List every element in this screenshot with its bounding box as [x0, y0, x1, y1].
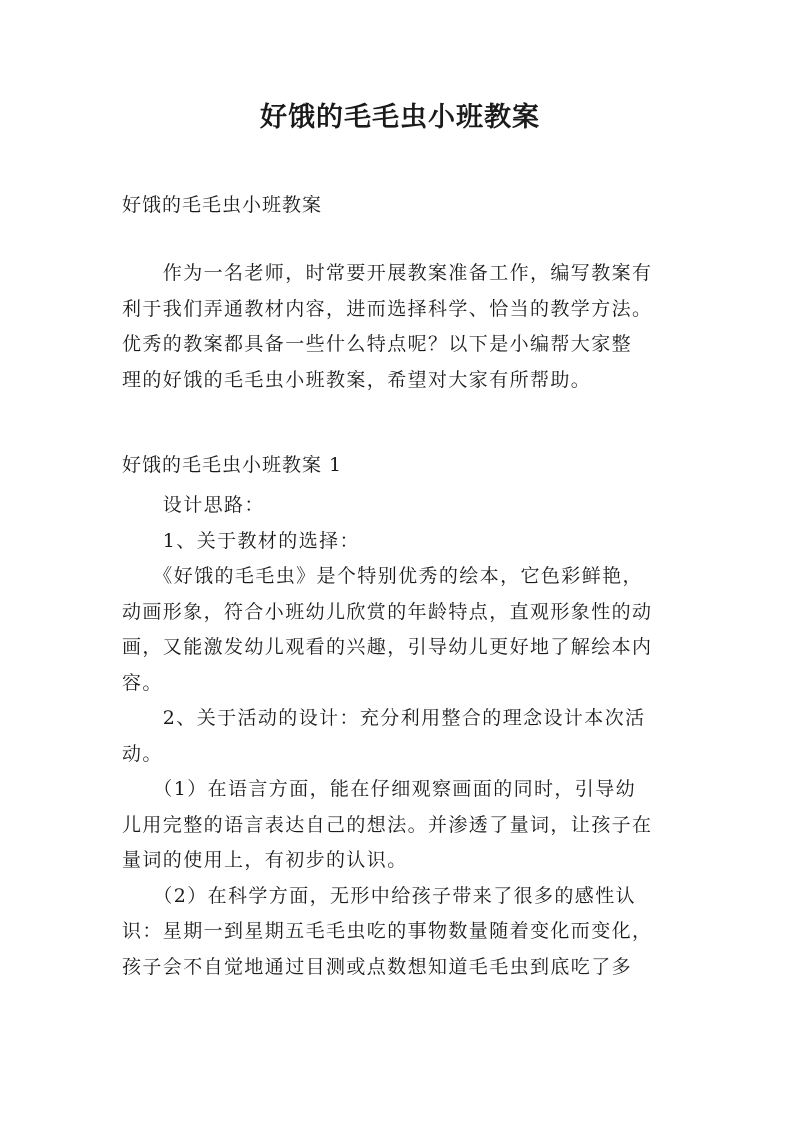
document-subtitle: 好饿的毛毛虫小班教案	[122, 194, 323, 216]
text-line: 动。	[122, 742, 163, 765]
text-line: 孩子会不自觉地通过目测或点数想知道毛毛虫到底吃了多	[122, 955, 633, 978]
text-line: 识：星期一到星期五毛毛虫吃的事物数量随着变化而变化，	[122, 920, 653, 942]
intro-paragraph	[122, 256, 702, 398]
text-line: 设计思路：	[122, 494, 265, 516]
text-line: 《好饿的毛毛虫》是个特别优秀的绘本，它色彩鲜艳，	[122, 565, 643, 587]
text-line: 作为一名老师，时常要开展教案准备工作，编写教案有	[122, 262, 653, 284]
section-heading: 好饿的毛毛虫小班教案 1	[122, 454, 343, 476]
text-line: 利于我们弄通教材内容，进而选择科学、恰当的教学方法。	[122, 297, 653, 320]
text-line: （2）在科学方面，无形中给孩子带来了很多的感性认	[122, 884, 636, 907]
text-line: 动画形象，符合小班幼儿欣赏的年龄特点，直观形象性的动	[122, 600, 653, 623]
text-line: 理的好饿的毛毛虫小班教案，希望对大家有所帮助。	[122, 368, 592, 391]
text-line: 2、关于活动的设计：充分利用整合的理念设计本次活	[122, 707, 646, 729]
document-title: 好饿的毛毛虫小班教案	[260, 102, 540, 133]
text-line: 1、关于教材的选择：	[122, 529, 360, 552]
body-text	[122, 488, 702, 985]
text-line: 容。	[122, 671, 163, 694]
text-line: 画，又能激发幼儿观看的兴趣，引导幼儿更好地了解绘本内	[122, 636, 653, 658]
text-line: 儿用完整的语言表达自己的想法。并渗透了量词，让孩子在	[122, 813, 653, 836]
text-line: 优秀的教案都具备一些什么特点呢？以下是小编帮大家整	[122, 333, 633, 355]
text-line: 量词的使用上，有初步的认识。	[122, 849, 408, 871]
text-line: （1）在语言方面，能在仔细观察画面的同时，引导幼	[122, 778, 636, 800]
